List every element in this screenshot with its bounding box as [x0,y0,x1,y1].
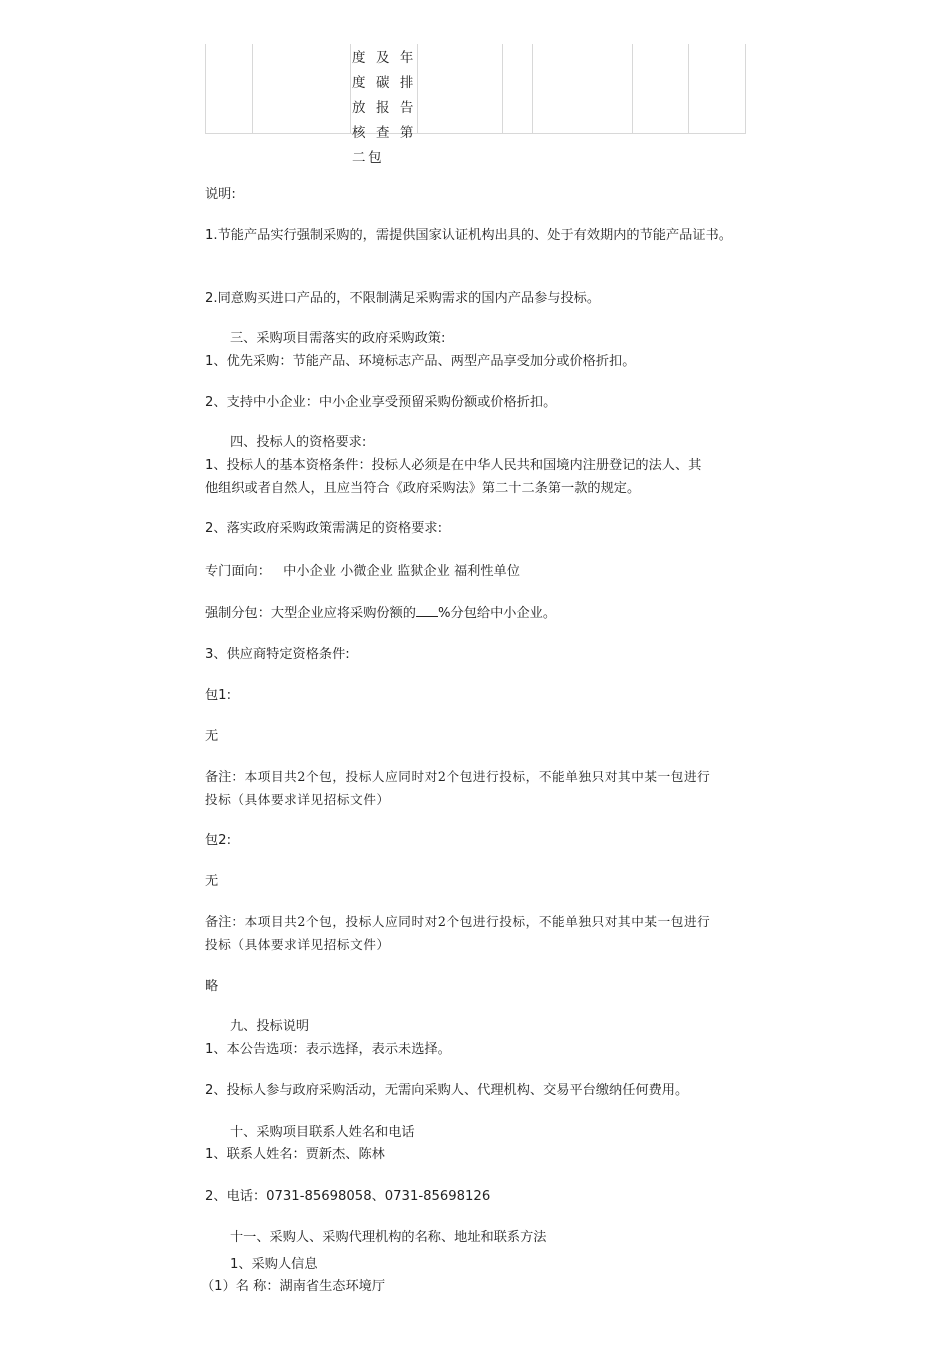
forced-subcontract-suffix: %分包给中小企业。 [438,606,557,621]
section-4-item-2: 2、落实政府采购政策需满足的资格要求: [205,521,443,536]
section-4-item-3: 3、供应商特定资格条件: [205,647,350,662]
package-2-note-line-2: 投标（具体要求详见招标文件） [205,937,390,952]
percentage-blank [416,602,438,617]
special-target-options: 中小企业 小微企业 监狱企业 福利性单位 [283,564,520,579]
package-1-note-label: 备注 [205,770,232,785]
table-column-divider [350,44,351,133]
forced-subcontract-line [205,602,750,625]
procurement-table-fragment [205,44,746,166]
package-1-note-line-1 [205,766,750,789]
table-column-divider [417,44,418,133]
section-10-heading: 十、采购项目联系人姓名和电话 [230,1125,415,1140]
section-4-heading: 四、投标人的资格要求: [230,435,367,450]
section-4-item-1-line-2: 他组织或者自然人，且应当符合《政府采购法》第二十二条第一款的规定。 [205,481,641,496]
package-2-label: 包2: [205,833,232,848]
table-column-divider [502,44,503,133]
table-column-divider [532,44,533,133]
notes-heading: 说明: [205,187,236,202]
table-cell-package-name: 度及年度碳排放报告核查第二包 [352,50,416,166]
package-1-label: 包1: [205,688,232,703]
section-3-heading: 三、采购项目需落实的政府采购政策: [230,331,446,346]
section-9-heading: 九、投标说明 [230,1019,310,1034]
package-1-value: 无 [205,729,219,744]
package-2-note-line-1 [205,911,750,934]
package-2-note-text: ：本项目共2个包，投标人应同时对2个包进行投标，不能单独只对其中某一包进行 [231,914,711,929]
section-10-item-1: 1、联系人姓名：贾新杰、陈林 [205,1147,385,1162]
purchaser-name-line: （1）名 称：湖南省生态环境厅 [201,1279,386,1294]
section-3-item-2: 2、支持中小企业：中小企业享受预留采购份额或价格折扣。 [205,395,557,410]
package-1-note-line-2: 投标（具体要求详见招标文件） [205,792,390,807]
package-1-note-text: ：本项目共2个包，投标人应同时对2个包进行投标，不能单独只对其中某一包进行 [231,769,711,784]
package-2-value: 无 [205,874,219,889]
section-11-heading: 十一、采购人、采购代理机构的名称、地址和联系方法 [230,1230,547,1245]
table-column-divider [688,44,689,133]
section-3-item-1: 1、优先采购：节能产品、环境标志产品、两型产品享受加分或价格折扣。 [205,354,636,369]
forced-subcontract-text: 强制分包：大型企业应将采购份额的 [205,606,416,621]
table-column-divider [252,44,253,133]
notes-item-1: 1.节能产品实行强制采购的，需提供国家认证机构出具的、处于有效期内的节能产品证书。 [205,228,732,243]
section-10-item-2: 2、电话：0731-85698058、0731-85698126 [205,1189,491,1204]
section-9-item-1: 1、本公告选项：表示选择，表示未选择。 [205,1042,451,1057]
section-9-item-2: 2、投标人参与政府采购活动，无需向采购人、代理机构、交易平台缴纳任何费用。 [205,1083,689,1098]
package-2-note-label: 备注 [205,915,232,930]
special-target-label: 专门面向： [205,564,271,579]
notes-item-2: 2.同意购买进口产品的，不限制满足采购需求的国内产品参与投标。 [205,291,601,306]
omitted-marker: 略 [205,979,219,994]
special-target-line [205,561,750,583]
table-column-divider [632,44,633,133]
section-11-sub-1: 1、采购人信息 [230,1257,318,1272]
section-4-item-1-line-1: 1、投标人的基本资格条件：投标人必须是在中华人民共和国境内注册登记的法人、其 [205,458,702,473]
